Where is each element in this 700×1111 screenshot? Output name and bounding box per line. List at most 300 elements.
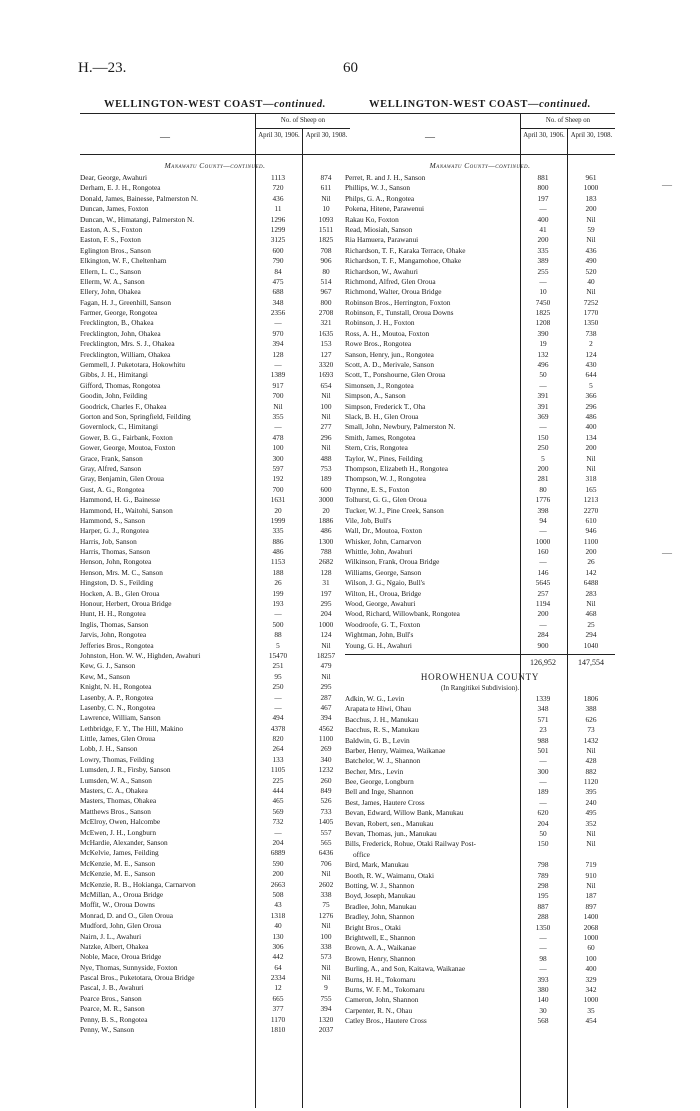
owner-name: Gower, George, Moutoa, Foxton xyxy=(80,443,176,453)
sheep-1906: 1153 xyxy=(270,557,286,567)
sheep-1908: 7252 xyxy=(583,297,599,307)
sheep-1908: 788 xyxy=(320,547,332,557)
sheep-1908: 75 xyxy=(322,900,330,910)
table-row xyxy=(80,464,350,474)
owner-name: Pascal Bros., Puketotara, Oroua Bridge xyxy=(80,973,195,983)
owner-name: Read, Miosiah, Sanson xyxy=(345,224,413,234)
sheep-1908: 1000 xyxy=(583,932,599,942)
table-row xyxy=(345,183,615,193)
table-row xyxy=(345,787,615,797)
owner-name: Perret, R. and J. H., Sanson xyxy=(345,173,426,182)
sheep-1908: 400 xyxy=(585,964,597,974)
table-row xyxy=(345,704,615,714)
owner-name: Duncan, W., Himatangi, Palmerston N. xyxy=(80,214,195,224)
table-row xyxy=(80,360,350,370)
table-row xyxy=(80,661,350,671)
sheep-1908: 40 xyxy=(587,276,595,286)
table-row xyxy=(345,246,615,256)
right-header-group: No. of Sheep on xyxy=(520,114,615,129)
sheep-1908: 1886 xyxy=(318,515,334,525)
owner-name: Philps, G. A., Rongotea xyxy=(345,193,415,203)
owner-name: Gibbs, J. H., Himitangi xyxy=(80,370,148,380)
table-row xyxy=(345,360,615,370)
owner-name: McKenzie, M. E., Sanson xyxy=(80,869,156,879)
sheep-1908: 1693 xyxy=(318,370,334,380)
left-header-dash: — xyxy=(160,132,170,143)
sheep-1906: Nil xyxy=(273,401,283,411)
sheep-1906: 790 xyxy=(272,256,284,266)
table-row xyxy=(345,173,615,183)
table-row xyxy=(345,599,615,609)
sheep-1906: 1318 xyxy=(270,910,286,920)
sheep-1906: 1350 xyxy=(535,922,551,932)
sheep-1906: 204 xyxy=(537,818,549,828)
total-row xyxy=(345,654,615,671)
sheep-1906: 348 xyxy=(537,704,549,714)
sheep-1906: 887 xyxy=(537,901,549,911)
owner-name: Slack, B. H., Glen Oroua xyxy=(345,411,419,421)
sheep-1908: 1000 xyxy=(318,619,334,629)
sheep-1906: 195 xyxy=(537,891,549,901)
owner-name: Simpson, A., Sanson xyxy=(345,391,406,401)
sheep-1906: 250 xyxy=(272,682,284,692)
owner-name: Goodin, John, Feilding xyxy=(80,391,148,401)
owner-name: McKelvie, James, Feilding xyxy=(80,848,159,858)
table-row xyxy=(345,474,615,484)
right-header-1906: April 30, 1906. xyxy=(520,128,567,154)
left-column-title xyxy=(80,97,350,113)
owner-name: Rakau Ko, Foxton xyxy=(345,214,399,224)
table-row xyxy=(80,256,350,266)
sheep-1908: 26 xyxy=(587,557,595,567)
owner-name: Pascal, J. B., Awahuri xyxy=(80,983,144,993)
owner-name: Farmer, George, Rongotea xyxy=(80,308,158,318)
table-row xyxy=(345,495,615,505)
page-number: 60 xyxy=(343,60,358,76)
sheep-1906: 41 xyxy=(539,224,547,234)
owner-name: Scott, T., Ponshourne, Glen Oroua xyxy=(345,370,446,380)
sheep-1906: 200 xyxy=(537,463,549,473)
sheep-1908: 1825 xyxy=(318,235,334,245)
owner-name: Masters, Thomas, Ohakea xyxy=(80,796,157,806)
sheep-1906: — xyxy=(274,360,282,370)
owner-name: Governlock, C., Himitangi xyxy=(80,422,159,432)
sheep-1908: Nil xyxy=(321,962,331,972)
sheep-1906: 5 xyxy=(276,640,280,650)
table-row xyxy=(80,277,350,287)
sheep-1906: — xyxy=(539,557,547,567)
owner-name: Hammond, H., Waitohi, Sanson xyxy=(80,505,173,515)
left-row-list xyxy=(80,173,350,1035)
left-table-header xyxy=(80,113,350,155)
table-row xyxy=(345,808,615,818)
sheep-1906: 465 xyxy=(272,796,284,806)
sheep-1908: 6436 xyxy=(318,848,334,858)
sheep-1906: 50 xyxy=(539,370,547,380)
sheep-1906: 1825 xyxy=(535,308,551,318)
sheep-1906: 80 xyxy=(539,484,547,494)
table-row xyxy=(345,225,615,235)
owner-name: Brightwell, E., Shannon xyxy=(345,932,416,942)
sheep-1906: 2356 xyxy=(270,308,286,318)
sheep-1908: Nil xyxy=(321,193,331,203)
margin-mark: — xyxy=(662,180,672,191)
sheep-1908: 124 xyxy=(585,349,597,359)
table-row xyxy=(80,412,350,422)
owner-name: Lethbridge, F. Y., The Hill, Makino xyxy=(80,723,184,733)
table-row xyxy=(345,547,615,557)
table-row xyxy=(80,495,350,505)
owner-name: office xyxy=(353,849,370,859)
sheep-1906: 508 xyxy=(272,889,284,899)
table-row xyxy=(80,672,350,682)
owner-name: Hammond, S., Sanson xyxy=(80,515,146,525)
table-row xyxy=(80,952,350,962)
sheep-1908: Nil xyxy=(586,745,596,755)
sheep-1908: 910 xyxy=(585,870,597,880)
sheep-1906: 597 xyxy=(272,463,284,473)
table-row xyxy=(80,765,350,775)
sheep-1908: 526 xyxy=(320,796,332,806)
owner-name: Botting, W. J., Shannon xyxy=(345,881,415,890)
sheep-1906: 189 xyxy=(537,787,549,797)
table-row xyxy=(80,370,350,380)
owner-name: Bee, George, Longburn xyxy=(345,777,414,787)
sheep-1906: 199 xyxy=(272,588,284,598)
owner-name: Frecklington, William, Ohakea xyxy=(80,349,171,359)
table-row xyxy=(80,848,350,858)
owner-name: Masters, C. A., Ohakea xyxy=(80,786,148,796)
sheep-1906: — xyxy=(539,422,547,432)
sheep-1908: 59 xyxy=(587,224,595,234)
table-row xyxy=(80,786,350,796)
table-row xyxy=(80,589,350,599)
owner-name: Rowe Bros., Rongotea xyxy=(345,339,412,349)
table-row xyxy=(345,1006,615,1016)
sheep-1906: — xyxy=(539,756,547,766)
sheep-1908: 80 xyxy=(322,266,330,276)
sheep-1908: 719 xyxy=(585,860,597,870)
sheep-1908: 514 xyxy=(320,276,332,286)
owner-name: Ellern, L. C., Sanson xyxy=(80,266,142,276)
sheep-1908: 283 xyxy=(585,588,597,598)
sheep-1906: 1631 xyxy=(270,495,286,505)
sheep-1908: 296 xyxy=(320,432,332,442)
table-row xyxy=(80,526,350,536)
sheep-1908: 400 xyxy=(585,422,597,432)
owner-name: Natzke, Albert, Ohakea xyxy=(80,941,149,951)
sheep-1906: 128 xyxy=(272,349,284,359)
owner-name: Barber, Henry, Waimea, Waikanae xyxy=(345,745,446,755)
sheep-1908: Nil xyxy=(586,214,596,224)
owner-name: Hammond, H. G., Bainesse xyxy=(80,495,161,505)
table-row xyxy=(80,318,350,328)
table-row xyxy=(345,839,615,849)
owner-name: Batchelor, W. J., Shannon xyxy=(345,756,421,766)
table-row xyxy=(80,796,350,806)
table-row xyxy=(345,526,615,536)
sheep-1906: 5 xyxy=(541,453,545,463)
sheep-1908: 2068 xyxy=(583,922,599,932)
sheep-1908: 1232 xyxy=(318,765,334,775)
owner-name: McKenzie, R. B., Hokianga, Carnarvon xyxy=(80,879,196,889)
right-header-1908: April 30, 1908. xyxy=(567,128,615,154)
sheep-1908: 600 xyxy=(320,484,332,494)
owner-name: Knight, N. H., Rongotea xyxy=(80,682,152,692)
table-row xyxy=(80,557,350,567)
sheep-1908: Nil xyxy=(321,640,331,650)
table-row xyxy=(80,287,350,297)
sheep-1908: 294 xyxy=(585,630,597,640)
owner-name: Vile, Job, Bull's xyxy=(345,515,392,525)
table-row xyxy=(80,734,350,744)
sheep-1906: 281 xyxy=(537,474,549,484)
table-row xyxy=(345,798,615,808)
owner-name: Frecklington, B., Ohakea xyxy=(80,318,154,328)
owner-name: Matthews Bros., Sanson xyxy=(80,806,151,816)
sheep-1908: 31 xyxy=(322,578,330,588)
sheep-1908: 755 xyxy=(320,993,332,1003)
sheep-1908: 1300 xyxy=(318,536,334,546)
sheep-1906: 300 xyxy=(272,453,284,463)
sheep-1906: 798 xyxy=(537,860,549,870)
table-row xyxy=(80,807,350,817)
table-row xyxy=(80,744,350,754)
owner-name: Ria Hamuera, Parawanui xyxy=(345,235,419,245)
sheep-1908: 394 xyxy=(320,1004,332,1014)
sheep-1906: 30 xyxy=(539,1005,547,1015)
sheep-1906: 688 xyxy=(272,287,284,297)
sheep-1906: — xyxy=(274,318,282,328)
sheep-1906: 160 xyxy=(537,547,549,557)
sheep-1906: 255 xyxy=(537,266,549,276)
sheep-1906: 84 xyxy=(274,266,282,276)
sheep-1908: 626 xyxy=(585,714,597,724)
table-row xyxy=(345,609,615,619)
sheep-1906: 1000 xyxy=(535,536,551,546)
table-row xyxy=(80,506,350,516)
sheep-1908: 557 xyxy=(320,827,332,837)
sheep-1908: 1040 xyxy=(583,640,599,650)
sheep-1906: 590 xyxy=(272,858,284,868)
owner-name: Wightman, John, Bull's xyxy=(345,630,414,640)
table-row xyxy=(345,267,615,277)
sheep-1906: 393 xyxy=(537,974,549,984)
table-row xyxy=(80,1025,350,1035)
owner-name: Woodroofe, G. T., Foxton xyxy=(345,619,421,629)
sheep-1906: 1999 xyxy=(270,515,286,525)
sheep-1906: 204 xyxy=(272,838,284,847)
owner-name: Baldwin, G. B., Levin xyxy=(345,735,410,745)
sheep-1908: 708 xyxy=(320,245,332,255)
table-row xyxy=(345,412,615,422)
table-row xyxy=(80,350,350,360)
owner-name: Ross, A. H., Moutoa, Foxton xyxy=(345,328,430,338)
table-row xyxy=(345,725,615,735)
table-row xyxy=(80,609,350,619)
sheep-1908: 479 xyxy=(320,661,332,671)
sheep-1908: 342 xyxy=(585,984,597,994)
sheep-1906: — xyxy=(539,619,547,629)
table-row xyxy=(80,215,350,225)
owner-name: Burns, H. H., Tokomaru xyxy=(345,974,416,984)
sheep-1908: 1350 xyxy=(583,318,599,328)
table-row xyxy=(80,641,350,651)
owner-name: Gray, Benjamin, Glen Oroua xyxy=(80,474,165,484)
table-row xyxy=(345,381,615,391)
owner-name: Easton, A. S., Foxton xyxy=(80,224,143,234)
table-row xyxy=(80,776,350,786)
left-title-text: WELLINGTON-WEST COAST— xyxy=(104,99,275,110)
table-row xyxy=(80,225,350,235)
table-row xyxy=(80,651,350,661)
sheep-1908: 611 xyxy=(320,183,332,193)
sheep-1908: 165 xyxy=(585,484,597,494)
sheep-1908: 204 xyxy=(320,609,332,619)
table-row xyxy=(345,485,615,495)
sheep-1908: 73 xyxy=(587,725,595,735)
table-row xyxy=(80,537,350,547)
right-header-dash: — xyxy=(425,132,435,143)
table-row xyxy=(80,308,350,318)
sheep-1906: 475 xyxy=(272,276,284,286)
table-row xyxy=(345,589,615,599)
sheep-1906: 1170 xyxy=(270,1014,286,1024)
sheep-1908: 753 xyxy=(320,463,332,473)
sheep-1908: 240 xyxy=(585,797,597,807)
owner-name: Brown, A. A., Waikanae xyxy=(345,943,416,953)
right-section-text: Manawatu County—continued. xyxy=(429,161,531,170)
sheep-1908: 366 xyxy=(585,391,597,401)
owner-name: Bevan, Thomas, jun., Manukau xyxy=(345,829,437,839)
total-1908: 147,554 xyxy=(578,657,604,667)
table-row xyxy=(345,891,615,901)
table-row xyxy=(80,880,350,890)
table-row xyxy=(80,828,350,838)
table-row xyxy=(80,235,350,245)
sheep-1908: 906 xyxy=(320,256,332,266)
table-row xyxy=(345,964,615,974)
owner-name: Bevan, Robert, sen., Manukau xyxy=(345,818,434,828)
sheep-1908: 142 xyxy=(585,567,597,577)
sheep-1906: 988 xyxy=(537,735,549,745)
table-row xyxy=(345,578,615,588)
table-row xyxy=(80,433,350,443)
sheep-1906: 264 xyxy=(272,744,284,754)
sheep-1906: 436 xyxy=(272,193,284,203)
sheep-1908: 428 xyxy=(585,756,597,766)
sheep-1908: 394 xyxy=(320,713,332,723)
owner-name: Wilkinson, Frank, Oroua Bridge xyxy=(345,557,440,567)
table-row xyxy=(80,173,350,183)
sheep-1908: Nil xyxy=(586,463,596,473)
sheep-1908: 200 xyxy=(585,547,597,557)
table-row xyxy=(345,235,615,245)
sheep-1908: 467 xyxy=(320,702,332,712)
owner-name: Pearce Bros., Sanson xyxy=(80,993,142,1003)
sheep-1908: 1276 xyxy=(318,910,334,920)
owner-name: Burling, A., and Son, Kaitawa, Waikanae xyxy=(345,964,466,974)
owner-name: Henson, Mrs. M. C., Sanson xyxy=(80,567,163,577)
sheep-1908: 329 xyxy=(585,974,597,984)
owner-name: Pearce, M. R., Sanson xyxy=(80,1004,145,1014)
sheep-1906: 380 xyxy=(537,984,549,994)
table-row xyxy=(80,703,350,713)
sheep-1906: — xyxy=(274,692,282,702)
sheep-1908: 128 xyxy=(320,567,332,577)
table-row xyxy=(80,817,350,827)
table-row xyxy=(345,756,615,766)
owner-name: Simpson, Frederick T., Oha xyxy=(345,401,426,411)
owner-name: Goodrick, Charles F., Ohakea xyxy=(80,401,167,411)
owner-name: Burns, W. F. M., Tokomaru xyxy=(345,984,425,994)
sheep-1906: 335 xyxy=(272,526,284,536)
table-row xyxy=(80,994,350,1004)
sheep-1908: Nil xyxy=(586,453,596,463)
sheep-1908: 100 xyxy=(320,931,332,941)
owner-name: Donald, James, Bainesse, Palmerston N. xyxy=(80,193,198,203)
sheep-1908: 352 xyxy=(585,818,597,828)
sheep-1908: 200 xyxy=(585,443,597,453)
table-row xyxy=(80,443,350,453)
owner-name: Hingston, D. S., Feilding xyxy=(80,578,154,588)
sheep-1906: — xyxy=(539,943,547,953)
owner-name: Harris, Thomas, Sanson xyxy=(80,547,150,557)
sheep-1908: 468 xyxy=(585,609,597,619)
sheep-1908: Nil xyxy=(586,839,596,849)
sheep-1906: 50 xyxy=(539,829,547,839)
sheep-1906: 192 xyxy=(272,474,284,484)
table-row xyxy=(80,755,350,765)
table-row xyxy=(345,350,615,360)
sheep-1906: 284 xyxy=(537,630,549,640)
sheep-1908: 153 xyxy=(320,339,332,349)
sheep-1908: 295 xyxy=(320,599,332,609)
owner-name: McMillan, A., Oroua Bridge xyxy=(80,889,164,899)
sheep-1908: 2682 xyxy=(318,557,334,567)
sheep-1906: 1194 xyxy=(535,599,551,609)
owner-name: Penny, B. S., Rongotea xyxy=(80,1014,148,1024)
sheep-1908: 706 xyxy=(320,858,332,868)
table-row xyxy=(345,641,615,651)
sheep-1906: 391 xyxy=(537,401,549,411)
sheep-1906: 620 xyxy=(537,808,549,818)
sheep-1906: — xyxy=(539,797,547,807)
right-row-list xyxy=(345,173,615,651)
owner-name: Duncan, James, Foxton xyxy=(80,204,149,214)
sheep-1906: — xyxy=(274,827,282,837)
right-title-text: WELLINGTON-WEST COAST— xyxy=(369,99,540,110)
sheep-1906: 486 xyxy=(272,547,284,557)
sheep-1908: 486 xyxy=(320,526,332,536)
owner-name: Pokena, Hitene, Parawenui xyxy=(345,204,425,214)
sheep-1906: 400 xyxy=(537,214,549,224)
owner-name: Gust, A. G., Rongotea xyxy=(80,484,145,494)
owner-name: Jefferies Bros., Rongotea xyxy=(80,640,154,650)
sheep-1908: 25 xyxy=(587,619,595,629)
table-row xyxy=(80,890,350,900)
table-row xyxy=(345,715,615,725)
report-code: H.—23. xyxy=(78,60,127,76)
sheep-1906: 64 xyxy=(274,962,282,972)
owner-name: Lumsden, W. A., Sanson xyxy=(80,775,152,785)
table-row xyxy=(345,736,615,746)
sheep-1908: 6488 xyxy=(583,578,599,588)
right-table-body xyxy=(345,159,615,1026)
owner-name: Frecklington, John, Ohakea xyxy=(80,328,161,338)
sheep-1908: 520 xyxy=(585,266,597,276)
table-row xyxy=(345,433,615,443)
